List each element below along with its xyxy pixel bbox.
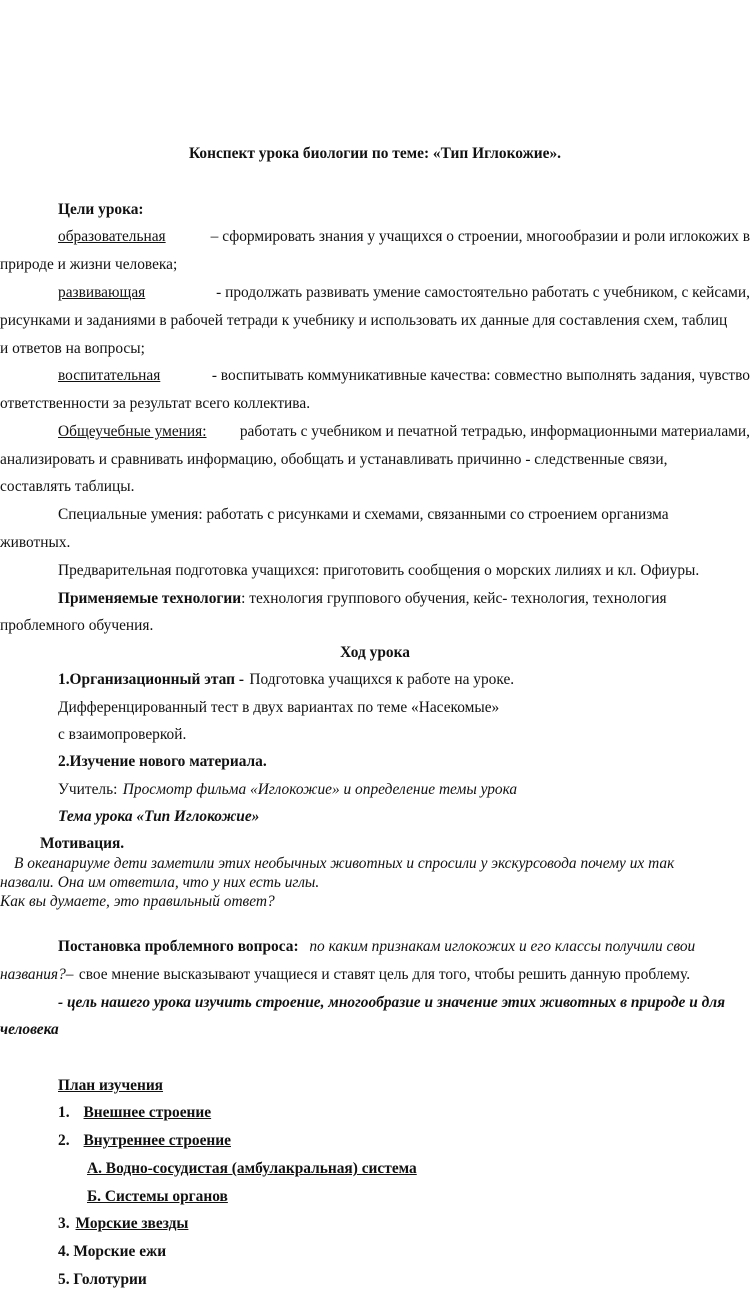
goal-developmental-text: - продолжать развивать умение самостоятельно работать с учебником, с кейсами, — [216, 284, 750, 301]
stage1-line — [58, 671, 514, 689]
goal-developmental-line2: рисунками и заданиями в рабочей тетради к учебнику и использовать их данные для составления схем, таблиц — [0, 312, 728, 329]
general-skills-line3: составлять таблицы. — [0, 478, 135, 495]
plan-item-5: 5. Голотурии — [58, 1271, 147, 1288]
lesson-goal-line1: - цель нашего урока изучить строение, многообразие и значение этих животных в природе и для — [58, 994, 726, 1011]
stage1-test-line: Дифференцированный тест в двух вариантах по теме «Насекомые» — [58, 699, 500, 716]
general-skills-label: Общеучебные умения: — [58, 423, 207, 440]
lesson-topic: Тема урока «Тип Иглокожие» — [58, 808, 260, 825]
goal-upbringing-label: воспитательная — [58, 367, 161, 384]
special-skills-line2: животных. — [0, 534, 71, 551]
goal-educational-line1 — [58, 228, 750, 246]
goal-developmental-line1 — [58, 284, 750, 302]
problem-question-end: названия?– — [0, 966, 74, 983]
motivation-heading: Мотивация. — [40, 835, 125, 852]
goal-educational-text: – сформировать знания у учащихся о строении, многообразии и роли иглокожих в — [210, 228, 750, 245]
technologies-line2: проблемного обучения. — [0, 617, 154, 634]
general-skills-line2: анализировать и сравнивать информацию, обобщать и устанавливать причинно - следственные связи, — [0, 451, 668, 468]
plan-item-2-text: Внутреннее строение — [83, 1132, 231, 1149]
general-skills-line1 — [58, 423, 750, 441]
stage2-heading: 2.Изучение нового материала. — [58, 753, 267, 770]
problem-line1 — [58, 938, 695, 956]
motivation-line3: Как вы думаете, это правильный ответ? — [0, 893, 275, 910]
goals-heading: Цели урока: — [58, 201, 144, 218]
technologies-text-wrap — [58, 590, 667, 608]
general-skills-text: работать с учебником и печатной тетрадью, информационными материалами, — [239, 423, 750, 440]
teacher-text: Просмотр фильма «Иглокожие» и определение темы урока — [122, 781, 518, 798]
plan-item-1-number: 1. — [58, 1104, 70, 1121]
stage1-text: Подготовка учащихся к работе на уроке. — [249, 671, 515, 688]
plan-item-3-number: 3. — [58, 1215, 70, 1232]
lesson-heading: Ход урока — [340, 644, 410, 661]
preparation-line: Предварительная подготовка учащихся: приготовить сообщения о морских лилиях и кл. Офиуры. — [58, 562, 700, 579]
stage1-check-line: с взаимопроверкой. — [58, 726, 187, 743]
stage1-label: 1.Организационный этап - — [58, 671, 245, 688]
technologies-text: : технология группового обучения, кейс- технология, технология — [241, 590, 667, 607]
plan-heading: План изучения — [58, 1077, 164, 1094]
problem-label: Постановка проблемного вопроса: — [58, 938, 299, 955]
goal-upbringing-text: - воспитывать коммуникативные качества: совместно выполнять задания, чувство — [211, 367, 750, 384]
goal-upbringing-line1 — [58, 367, 750, 385]
motivation-line1: В океанариуме дети заметили этих необычных животных и спросили у экскурсовода почему их так — [14, 855, 675, 872]
plan-item-3-text: Морские звезды — [75, 1215, 189, 1232]
plan-item-2a: А. Водно-сосудистая (амбулакральная) система — [87, 1160, 417, 1177]
special-skills-line1: Специальные умения: работать с рисунками и схемами, связанными со строением организма — [58, 506, 669, 523]
problem-text: свое мнение высказывают учащиеся и ставят цель для того, чтобы решить данную проблему. — [78, 966, 691, 983]
plan-item-1 — [58, 1104, 211, 1122]
problem-question: по каким признакам иглокожих и его классы получили свои — [309, 938, 696, 955]
goal-developmental-line3: и ответов на вопросы; — [0, 340, 145, 357]
goal-educational-line2: природе и жизни человека; — [0, 256, 178, 273]
teacher-label: Учитель: — [58, 781, 118, 798]
technologies-label: Применяемые технологии — [58, 590, 242, 607]
plan-item-2 — [58, 1132, 231, 1150]
technologies-line1 — [58, 590, 750, 608]
plan-item-3 — [58, 1215, 188, 1233]
goal-upbringing-line2: ответственности за результат всего коллектива. — [0, 395, 311, 412]
motivation-line2: назвали. Она им ответила, что у них есть иглы. — [0, 874, 320, 891]
plan-item-4: 4. Морские ежи — [58, 1243, 167, 1260]
plan-item-2-number: 2. — [58, 1132, 70, 1149]
plan-item-1-text: Внешнее строение — [83, 1104, 212, 1121]
document-title: Конспект урока биологии по теме: «Тип Иглокожие». — [189, 145, 561, 162]
lesson-goal-line2: человека — [0, 1021, 59, 1038]
problem-line2 — [0, 966, 690, 984]
teacher-line — [58, 781, 517, 799]
goal-educational-label: образовательная — [58, 228, 166, 245]
plan-item-2b: Б. Системы органов — [87, 1188, 228, 1205]
goal-developmental-label: развивающая — [58, 284, 146, 301]
